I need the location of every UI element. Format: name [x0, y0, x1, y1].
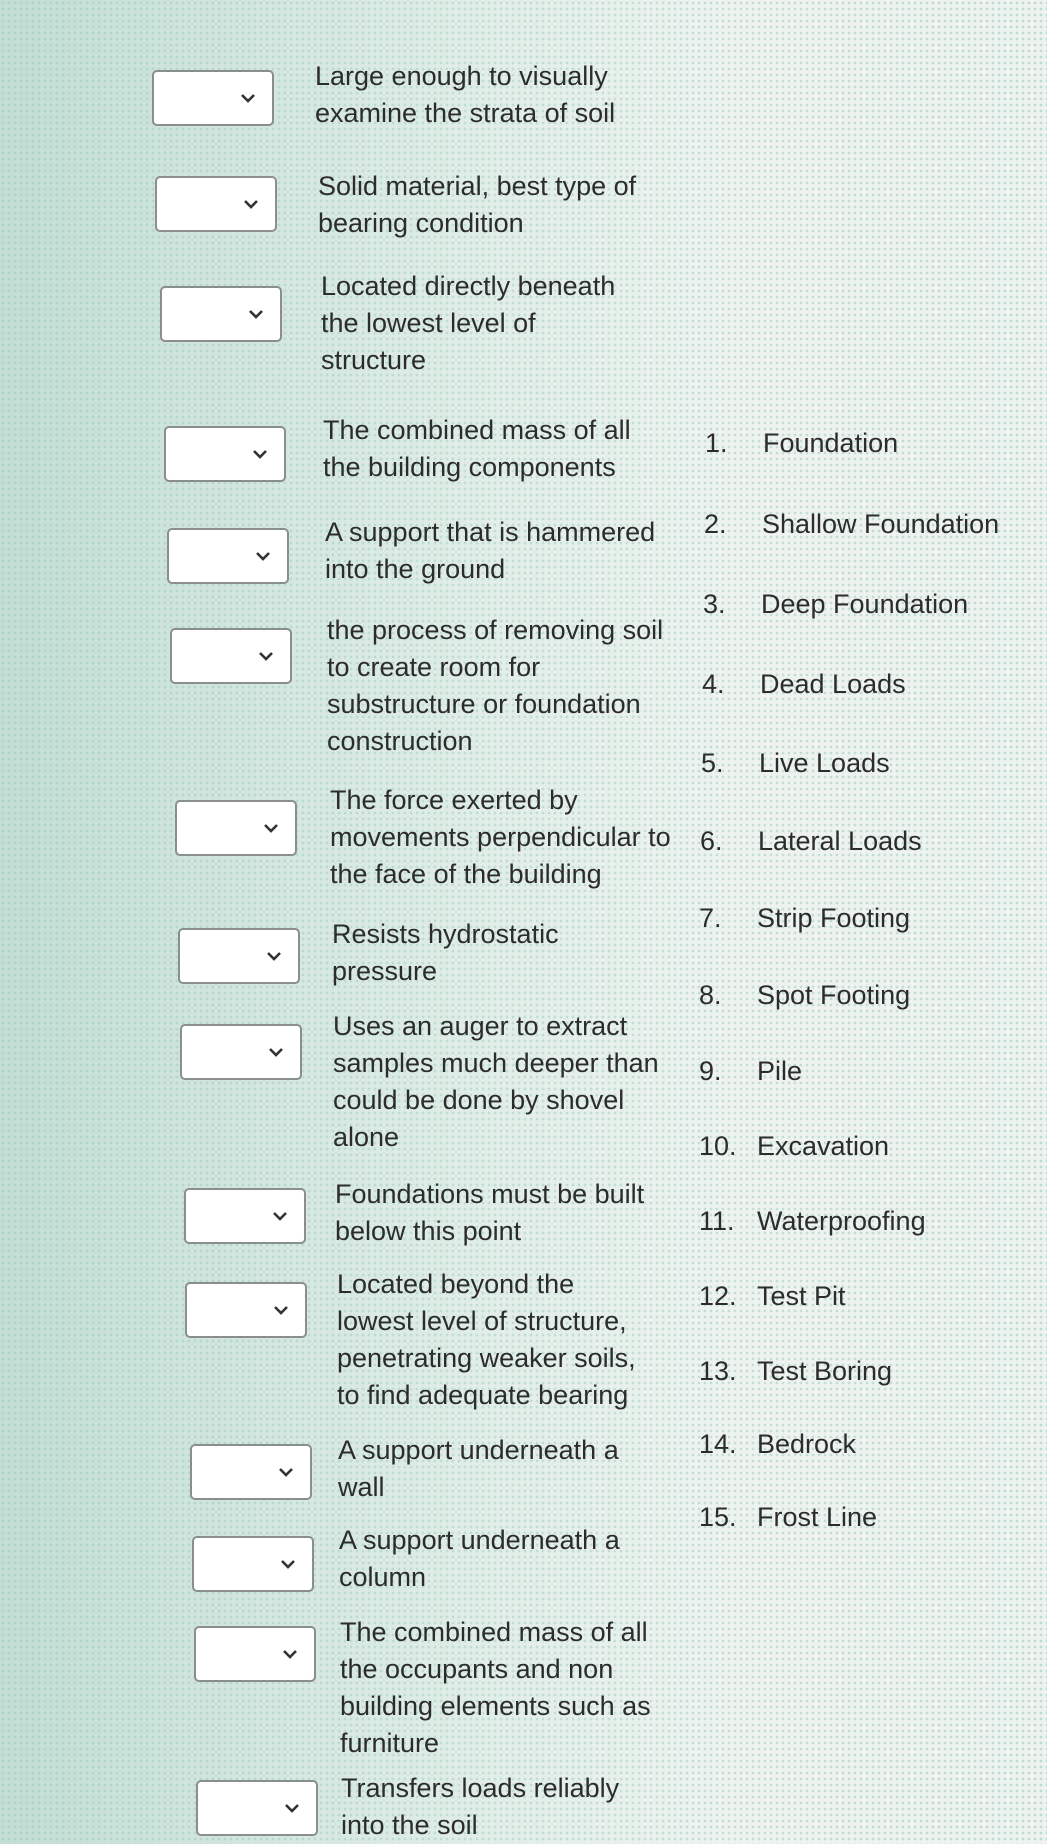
- question-text: Transfers loads reliably into the soil: [341, 1773, 620, 1840]
- answer-number: 15.: [699, 1502, 737, 1532]
- question-text: The combined mass of all the building components: [323, 415, 631, 482]
- answer-option: [699, 1427, 856, 1461]
- answer-dropdown-13[interactable]: [192, 1536, 314, 1592]
- answer-number: 10.: [699, 1131, 737, 1161]
- chevron-down-icon: [240, 92, 256, 104]
- answer-label: Dead Loads: [760, 669, 906, 699]
- answer-dropdown-11[interactable]: [185, 1282, 307, 1338]
- answer-dropdown-10[interactable]: [184, 1188, 306, 1244]
- question-text: The force exerted by movements perpendicular to the face of the building: [330, 785, 671, 889]
- answer-label: Test Pit: [757, 1281, 846, 1311]
- answer-option: [699, 1279, 846, 1313]
- answer-number: 14.: [699, 1429, 737, 1459]
- answer-number: 3.: [703, 589, 726, 619]
- question-text: A support underneath a wall: [338, 1435, 619, 1502]
- answer-label: Lateral Loads: [758, 826, 922, 856]
- chevron-down-icon: [268, 1046, 284, 1058]
- answer-label: Spot Footing: [757, 980, 911, 1010]
- chevron-down-icon: [255, 550, 271, 562]
- chevron-down-icon: [273, 1304, 289, 1316]
- answer-label: Shallow Foundation: [762, 509, 1000, 539]
- answer-option: [704, 507, 999, 541]
- answer-number: 7.: [699, 903, 722, 933]
- answer-option: [700, 824, 922, 858]
- answer-number: 9.: [699, 1056, 722, 1086]
- answer-option: [701, 746, 890, 780]
- answer-option: [699, 1129, 889, 1163]
- answer-label: Waterproofing: [757, 1206, 926, 1236]
- chevron-down-icon: [252, 448, 268, 460]
- answer-number: 12.: [699, 1281, 737, 1311]
- chevron-down-icon: [243, 198, 259, 210]
- chevron-down-icon: [248, 308, 264, 320]
- chevron-down-icon: [272, 1210, 288, 1222]
- answer-option: [699, 1500, 877, 1534]
- chevron-down-icon: [284, 1802, 300, 1814]
- answer-dropdown-9[interactable]: [180, 1024, 302, 1080]
- question-text: Solid material, best type of bearing condition: [318, 171, 637, 238]
- question-text: The combined mass of all the occupants and non building elements such as furniture: [340, 1617, 651, 1758]
- answer-dropdown-12[interactable]: [190, 1444, 312, 1500]
- answer-option: [699, 1054, 802, 1088]
- answer-dropdown-2[interactable]: [155, 176, 277, 232]
- answer-number: 8.: [699, 980, 722, 1010]
- answer-label: Live Loads: [759, 748, 890, 778]
- answer-label: Strip Footing: [757, 903, 911, 933]
- question-text: Foundations must be built below this point: [335, 1179, 645, 1246]
- answer-number: 6.: [700, 826, 723, 856]
- question-text: Uses an auger to extract samples much deeper than could be done by shovel alone: [333, 1011, 659, 1152]
- answer-option: [705, 426, 898, 460]
- chevron-down-icon: [282, 1648, 298, 1660]
- question-text: Located beyond the lowest level of structure, penetrating weaker soils, to find adequate bearing: [337, 1269, 636, 1410]
- answer-number: 13.: [699, 1356, 737, 1386]
- answer-dropdown-8[interactable]: [178, 928, 300, 984]
- answer-dropdown-4[interactable]: [164, 426, 286, 482]
- question-text: Located directly beneath the lowest level of structure: [321, 271, 616, 375]
- question-text: A support underneath a column: [339, 1525, 620, 1592]
- chevron-down-icon: [266, 950, 282, 962]
- answer-dropdown-3[interactable]: [160, 286, 282, 342]
- answer-number: 5.: [701, 748, 724, 778]
- answer-option: [702, 667, 906, 701]
- answer-label: Excavation: [757, 1131, 890, 1161]
- answer-label: Test Boring: [757, 1356, 893, 1386]
- question-text: Resists hydrostatic pressure: [332, 919, 559, 986]
- chevron-down-icon: [258, 650, 274, 662]
- answer-label: Bedrock: [757, 1429, 857, 1459]
- chevron-down-icon: [280, 1558, 296, 1570]
- answer-option: [699, 1354, 892, 1388]
- answer-number: 2.: [704, 509, 727, 539]
- chevron-down-icon: [263, 822, 279, 834]
- chevron-down-icon: [278, 1466, 294, 1478]
- answer-number: 1.: [705, 428, 728, 458]
- answer-option: [699, 1204, 926, 1238]
- answer-label: Frost Line: [757, 1502, 878, 1532]
- answer-label: Pile: [757, 1056, 803, 1086]
- answer-label: Foundation: [763, 428, 899, 458]
- answer-dropdown-5[interactable]: [167, 528, 289, 584]
- question-text: the process of removing soil to create room for substructure or foundation construction: [327, 615, 664, 756]
- answer-number: 11.: [699, 1206, 735, 1236]
- answer-dropdown-1[interactable]: [152, 70, 274, 126]
- answer-dropdown-14[interactable]: [194, 1626, 316, 1682]
- answer-label: Deep Foundation: [761, 589, 969, 619]
- question-text: Large enough to visually examine the strata of soil: [315, 61, 616, 128]
- answer-dropdown-6[interactable]: [170, 628, 292, 684]
- answer-dropdown-15[interactable]: [196, 1780, 318, 1836]
- answer-option: [699, 901, 910, 935]
- answer-option: [703, 587, 968, 621]
- answer-dropdown-7[interactable]: [175, 800, 297, 856]
- question-text: A support that is hammered into the ground: [325, 517, 656, 584]
- answer-number: 4.: [702, 669, 725, 699]
- answer-option: [699, 978, 910, 1012]
